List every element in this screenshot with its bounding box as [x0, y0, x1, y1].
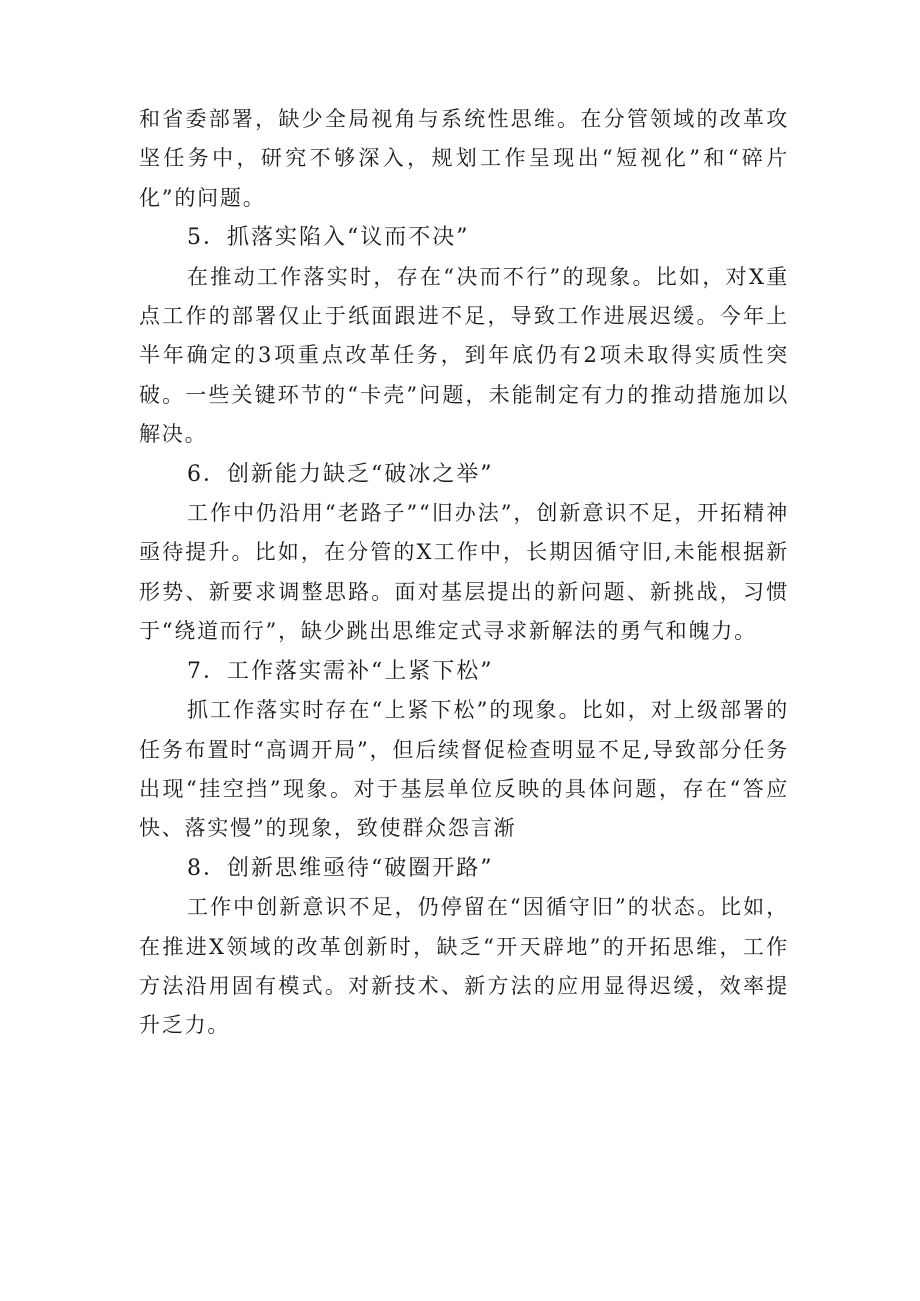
paragraph-section-5: 在推动工作落实时，存在“决而不行”的现象。比如，对X重点工作的部署仅止于纸面跟进不足，导致工作进展迟缓。今年上半年确定的3项重点改革任务，到年底仍有2项未取得实质性突破。一些关键环节的“卡壳”问题，未能制定有力的推动措施加以解决。	[139, 264, 789, 447]
section-heading-8: 8．创新思维亟待“破圈开路”	[187, 855, 494, 881]
section-heading-5: 5．抓落实陷入“议而不决”	[187, 225, 470, 251]
section-heading-6: 6．创新能力缺乏“破冰之举”	[187, 461, 494, 487]
paragraph-section-6: 工作中仍沿用“老路子”“旧办法”，创新意识不足，开拓精神亟待提升。比如，在分管的X工作中，长期因循守旧,未能根据新形势、新要求调整思路。面对基层提出的新问题、新挑战，习惯于“绕道而行”，缺少跳出思维定式寻求新解法的勇气和魄力。	[139, 501, 789, 644]
document-body	[139, 100, 789, 1046]
paragraph-section-7: 抓工作落实时存在“上紧下松”的现象。比如，对上级部署的任务布置时“高调开局”，但后续督促检查明显不足,导致部分任务出现“挂空挡”现象。对于基层单位反映的具体问题，存在“答应快、落实慢”的现象，致使群众怨言渐	[139, 698, 789, 841]
paragraph-continuation: 和省委部署，缺少全局视角与系统性思维。在分管领域的改革攻坚任务中，研究不够深入，规划工作呈现出“短视化”和“碎片化”的问题。	[139, 107, 789, 210]
section-heading-7: 7．工作落实需补“上紧下松”	[187, 658, 494, 684]
paragraph-section-8: 工作中创新意识不足，仍停留在“因循守旧”的状态。比如，在推进X领域的改革创新时，缺乏“开天辟地”的开拓思维，工作方法沿用固有模式。对新技术、新方法的应用显得迟缓，效率提升乏力。	[139, 895, 789, 1038]
